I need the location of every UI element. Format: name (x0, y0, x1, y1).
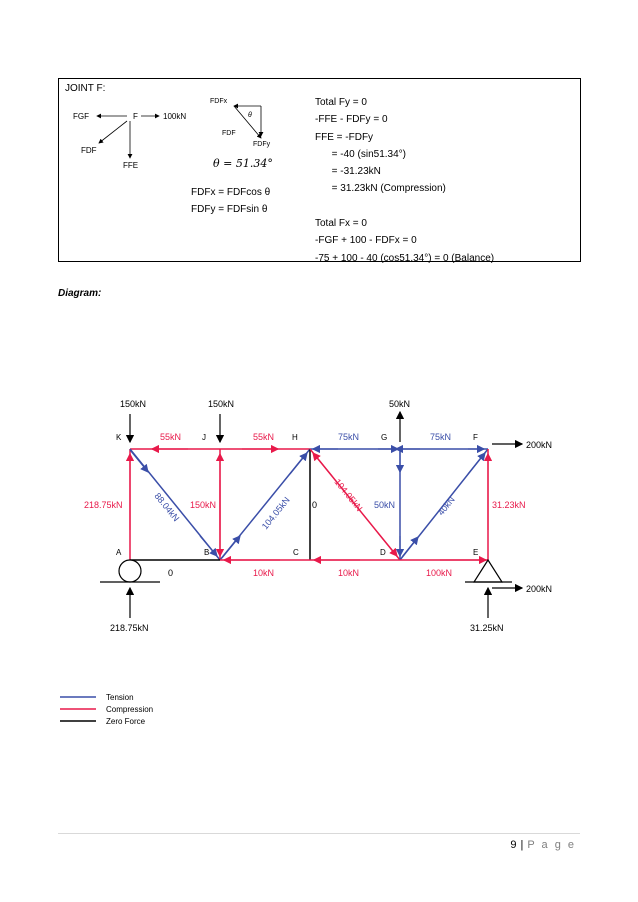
load-e: 200kN (526, 584, 553, 594)
label-fe: 31.23kN (492, 500, 526, 510)
truss-diagram (60, 390, 580, 730)
node-f: F (473, 433, 478, 442)
work-line: -FGF + 100 - FDFx = 0 (315, 235, 417, 247)
label-bh: 104.05kN (259, 495, 292, 532)
page-footer (510, 839, 576, 851)
work-line: Total Fx = 0 (315, 218, 367, 230)
label-cd: 10kN (338, 568, 360, 578)
legend-compression: Compression (106, 705, 154, 714)
free-body-diagrams (59, 79, 319, 199)
node-b: B (204, 548, 210, 557)
node-g: G (381, 433, 388, 442)
work-line: FFE = -FDFy (315, 131, 374, 143)
node-e: E (473, 548, 479, 557)
work-line: = -31.23kN (315, 166, 381, 178)
label-de: 100kN (426, 568, 453, 578)
fbd-theta: θ (248, 112, 252, 119)
label-gf: 75kN (430, 432, 452, 442)
legend-zero: Zero Force (106, 717, 146, 726)
work-line: -75 + 100 - 40 (cos51.34°) = 0 (Balance) (315, 252, 495, 264)
theta-equation: θ = 51.34° (213, 157, 273, 170)
load-g: 50kN (389, 399, 411, 409)
fbd-f: F (133, 112, 138, 121)
pin-support (474, 560, 502, 582)
node-d: D (380, 548, 386, 557)
roller-support (119, 560, 141, 582)
label-hc: 0 (312, 500, 318, 510)
fbd-fdfy: FDFy (253, 141, 271, 148)
footer-separator: | (520, 839, 524, 851)
fbd-fdf: FDF (81, 146, 97, 155)
fdfy-def: FDFy = FDFsin θ (191, 204, 268, 215)
work-line: -FFE - FDFy = 0 (315, 114, 388, 126)
node-j: J (202, 433, 206, 442)
label-hd: 104.05kN (332, 476, 365, 514)
fbd-ffe: FFE (123, 161, 139, 170)
node-h: H (292, 433, 298, 442)
load-k: 150kN (120, 399, 147, 409)
diagram-caption: Diagram: (58, 288, 102, 299)
legend-tension: Tension (106, 693, 134, 702)
component-definitions (191, 184, 270, 218)
footer-rule (58, 833, 580, 834)
label-ka: 218.75kN (84, 500, 123, 510)
fbd-fdf2: FDF (222, 130, 236, 137)
work-line (315, 198, 494, 215)
load-f: 200kN (526, 440, 553, 450)
node-k: K (116, 433, 122, 442)
label-gd: 50kN (374, 500, 396, 510)
fbd-load: 100kN (163, 112, 187, 121)
label-kb: 88.04kN (152, 490, 182, 524)
equilibrium-work (315, 94, 494, 267)
page-label: P a g e (527, 839, 576, 851)
node-a: A (116, 548, 122, 557)
label-hg: 75kN (338, 432, 360, 442)
label-df: 40kN (435, 494, 457, 518)
label-jh: 55kN (253, 432, 275, 442)
reaction-a: 218.75kN (110, 623, 149, 633)
node-c: C (293, 548, 299, 557)
label-bc: 10kN (253, 568, 275, 578)
work-line: = 31.23kN (Compression) (315, 183, 446, 195)
joint-title: JOINT F: (65, 83, 106, 94)
label-kj: 55kN (160, 432, 182, 442)
reaction-e: 31.25kN (470, 623, 504, 633)
load-j: 150kN (208, 399, 235, 409)
fdfx-def: FDFx = FDFcos θ (191, 187, 271, 198)
work-line: = -40 (sin51.34°) (315, 148, 406, 160)
label-ab: 0 (168, 568, 174, 578)
work-line: Total Fy = 0 (315, 97, 367, 108)
page-number: 9 (510, 839, 517, 851)
joint-f-box (58, 78, 581, 262)
fbd-fdfx: FDFx (210, 98, 228, 105)
fbd-fgf: FGF (73, 112, 89, 121)
label-jb: 150kN (190, 500, 217, 510)
